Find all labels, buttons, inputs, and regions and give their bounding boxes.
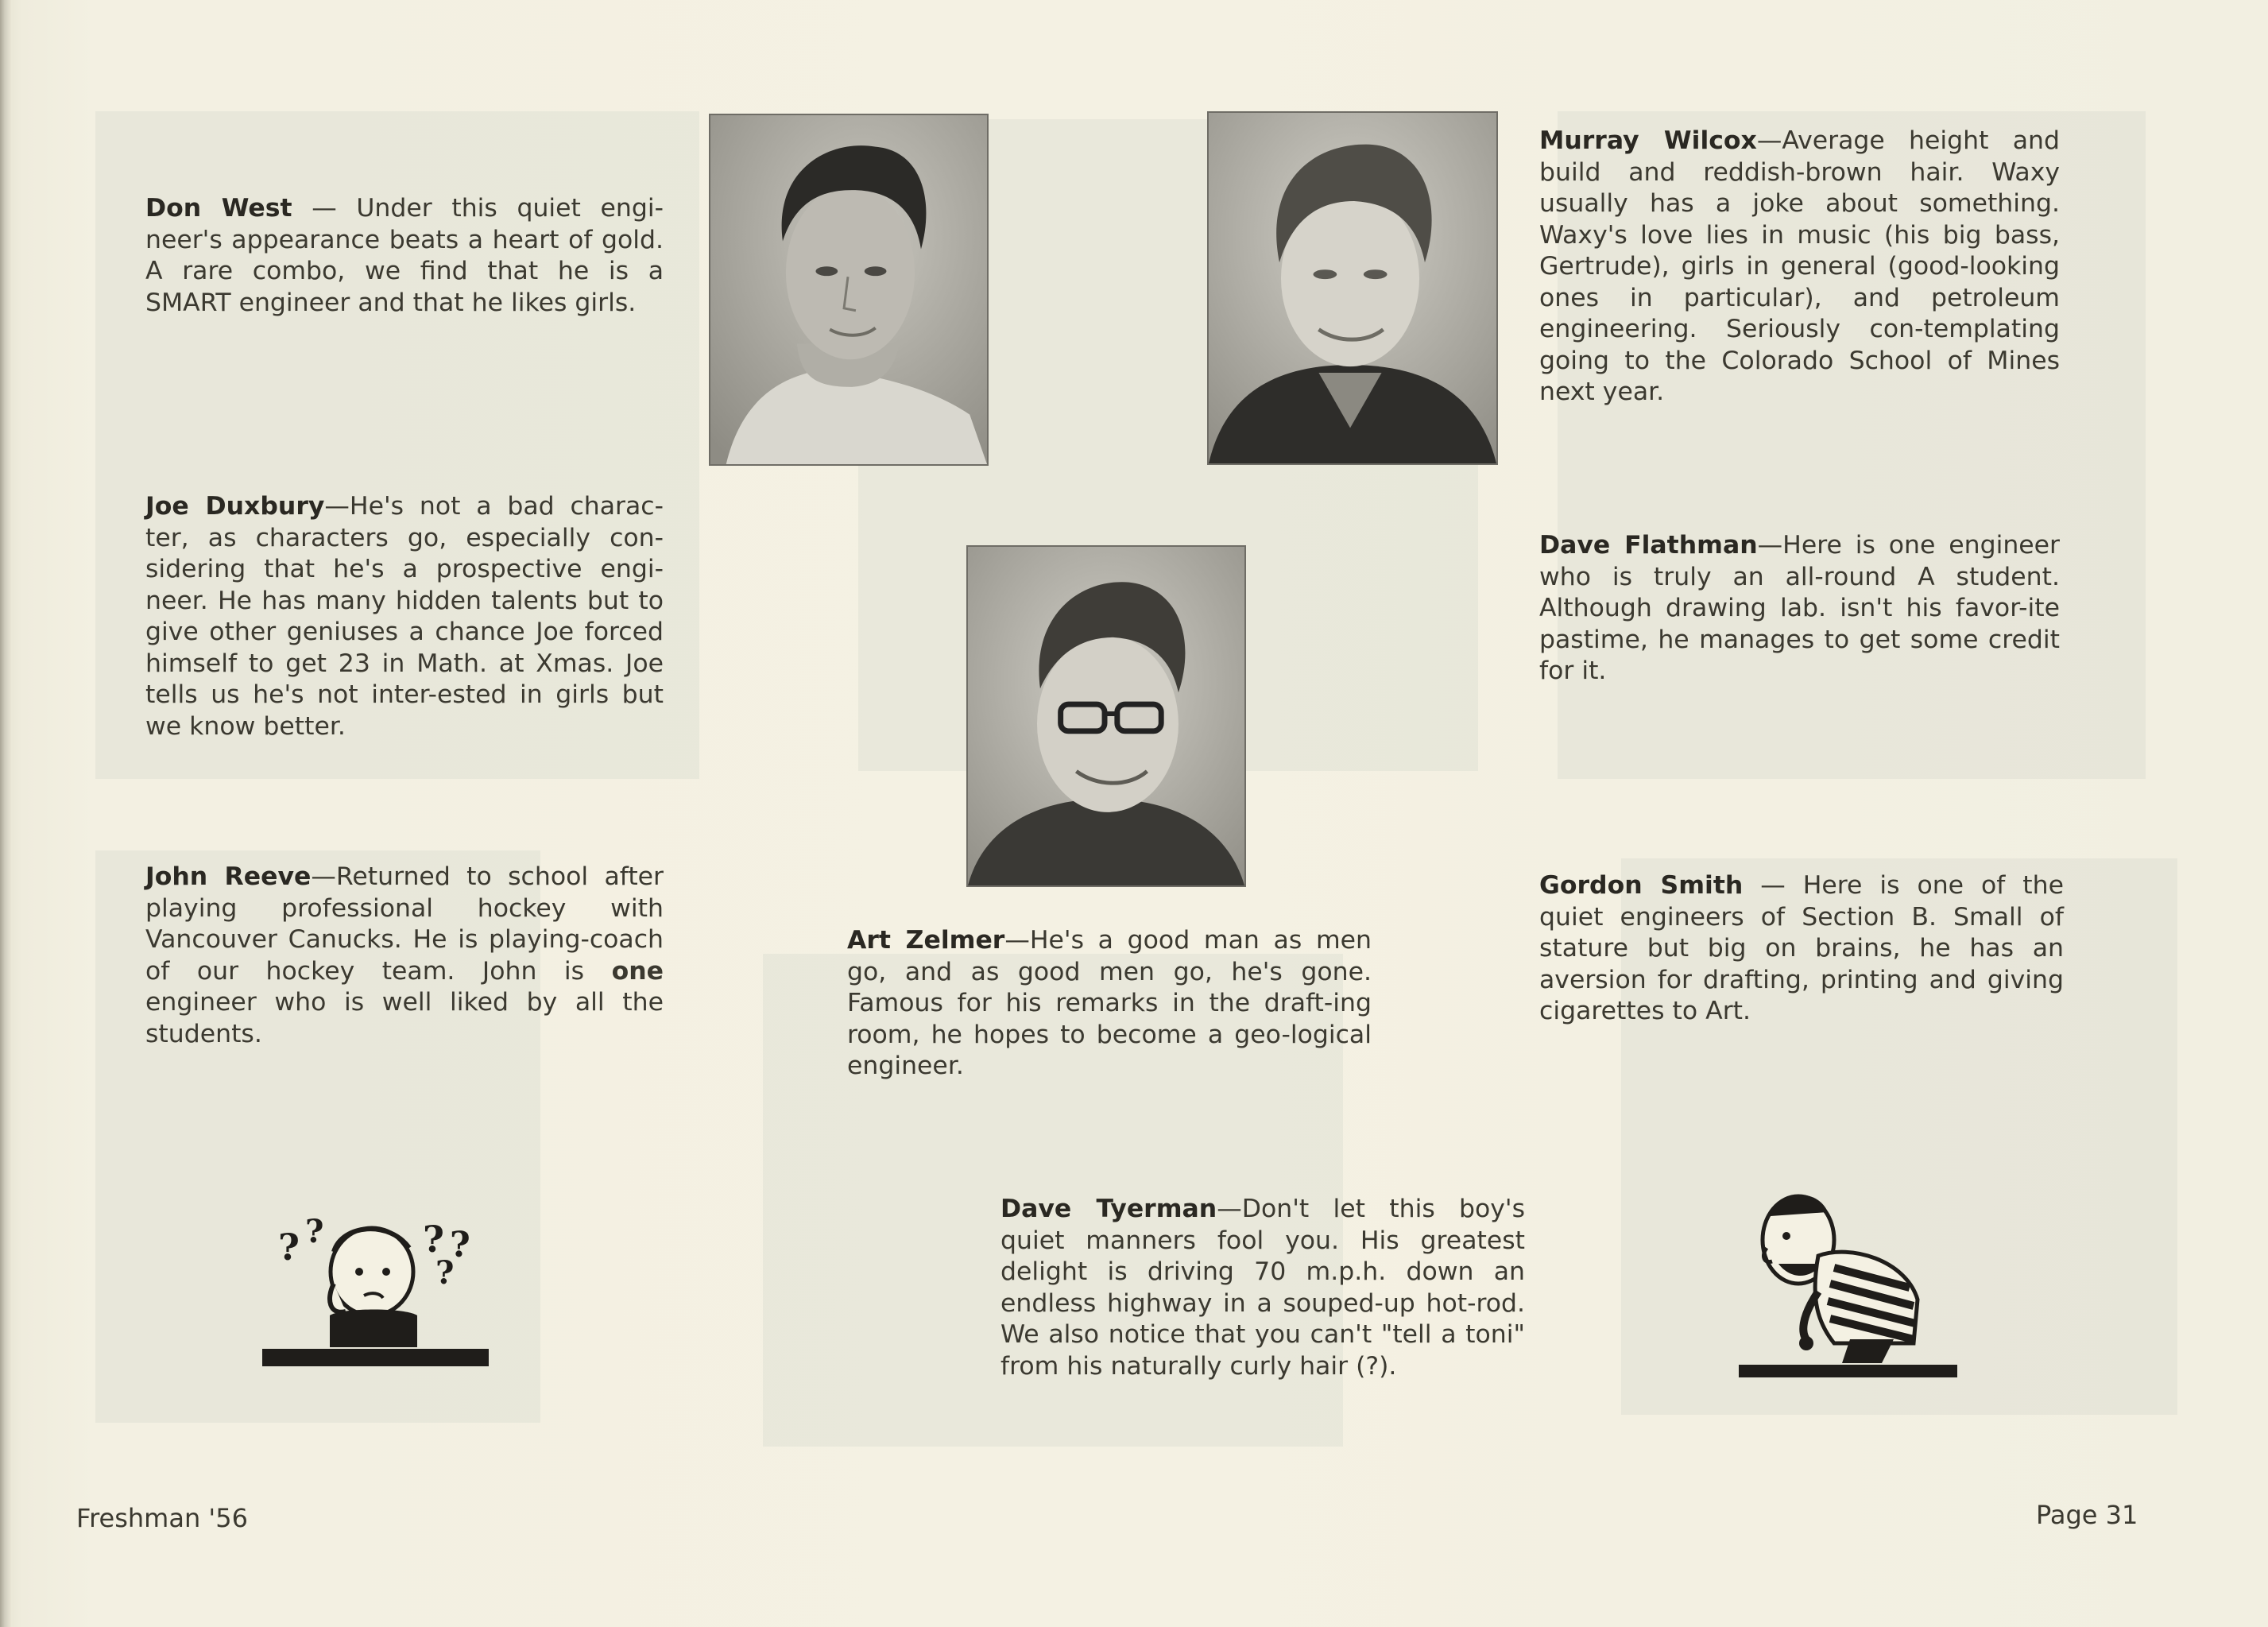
bio-text: Here is one engineer who is truly an all-round A student. Although drawing lab. isn't his favor-ite pastime, he manages to get some credit for it. [1539, 531, 2060, 685]
bio-don-west [145, 193, 664, 319]
bio-art-zelmer [847, 925, 1372, 1083]
question-mark: ? [450, 1225, 470, 1265]
bio-name: John Reeve [145, 862, 312, 891]
bio-separator: — [324, 492, 350, 521]
bio-name: Joe Duxbury [145, 492, 325, 521]
bio-name: Dave Flathman [1539, 531, 1758, 560]
bio-name: Gordon Smith [1539, 871, 1744, 900]
bio-name: Dave Tyerman [1000, 1195, 1217, 1223]
bio-text: He's not a bad charac-ter, as characters go, especially con-sidering that he's a prospective engi-neer. He has many hidden talents but to give other geniuses a chance Joe forced himself to get 23 in Math. at Xmas. Joe tells us he's not inter-ested in girls but we know better. [145, 492, 664, 741]
bio-separator: — [1217, 1195, 1242, 1223]
question-mark: ? [423, 1218, 444, 1261]
question-mark: ? [435, 1254, 455, 1292]
bio-separator: — [292, 194, 357, 223]
bio-dave-flathman [1539, 530, 2060, 688]
bio-text: Average height and build and reddish-brown hair. Waxy usually has a joke about something. Waxy's love lies in music (his big bass, Gertrude), girls in general (good-looking ones in particular), and petroleum engineering. Seriously con-templating going to the Colorado School of Mines next year. [1539, 126, 2060, 406]
bio-name: Don West [145, 194, 292, 223]
bio-text: Here is one of the quiet engineers of Section B. Small of stature but big on brains, he has an aversion for drafting, printing and giving cigarettes to Art. [1539, 871, 2064, 1025]
bio-text: Returned to school after playing professional hockey with Vancouver Canucks. He is playing-coach of our hockey team. John is [145, 862, 664, 986]
bio-john-reeve [145, 862, 664, 1050]
bio-name: Murray Wilcox [1539, 126, 1757, 155]
question-mark: ? [278, 1226, 300, 1269]
portrait-photo-murray-wilcox [1207, 111, 1498, 465]
footer-page-number: Page 31 [2036, 1500, 2138, 1530]
bio-gordon-smith [1539, 870, 2064, 1028]
bio-murray-wilcox [1539, 126, 2060, 409]
footer-left: Freshman '56 [76, 1503, 248, 1533]
bio-text: Don't let this boy's quiet manners fool you. His greatest delight is driving 70 m.p.h. down an endless highway in a souped-up hot-rod. We also notice that you can't "tell a toni" from his naturally curly hair (?). [1000, 1195, 1525, 1381]
question-mark: ? [305, 1213, 324, 1250]
portrait-photo-don-west [709, 114, 989, 466]
bio-separator: — [1004, 926, 1030, 955]
page-spine [0, 0, 11, 1627]
bio-separator: — [1756, 126, 1782, 155]
cartoon-puzzled-student [254, 1196, 493, 1375]
bio-separator: — [1757, 531, 1783, 560]
portrait-photo-art-zelmer [966, 545, 1246, 887]
bio-text: engineer who is well liked by all the students. [145, 988, 664, 1048]
bio-name: Art Zelmer [847, 926, 1005, 955]
bio-text: He's a good man as men go, and as good men go, he's gone. Famous for his remarks in the draft-ing room, he hopes to become a geo-logical engineer. [847, 926, 1372, 1080]
bio-text: Under this quiet engi-neer's appearance beats a heart of gold. A rare combo, we find that he is a SMART engineer and that he likes girls. [145, 194, 664, 317]
cartoon-hunched-man [1723, 1180, 1965, 1383]
bio-emphasis: one [611, 956, 664, 986]
bio-dave-tyerman [1000, 1194, 1525, 1382]
bio-separator: — [1743, 871, 1803, 900]
bio-joe-duxbury [145, 491, 664, 742]
bio-separator: — [311, 862, 336, 891]
